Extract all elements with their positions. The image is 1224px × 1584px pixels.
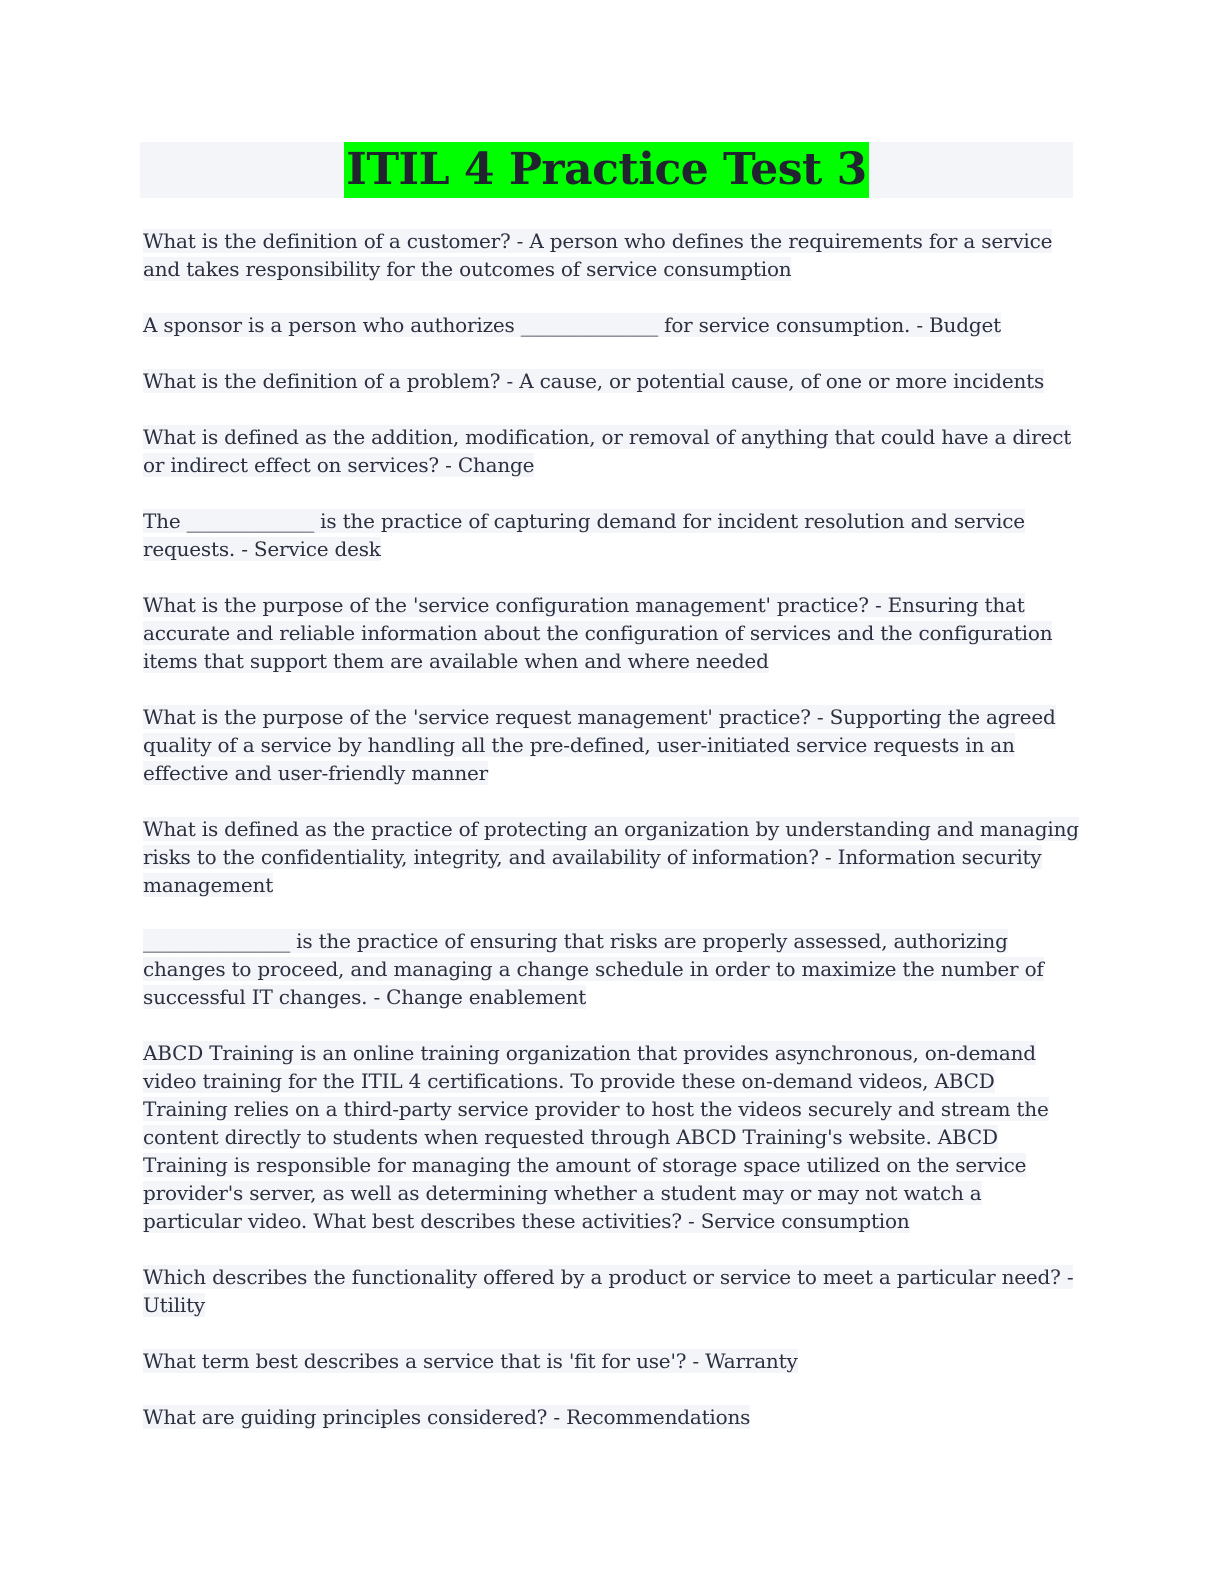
question-text: What is the purpose of the 'service configuration management' practice? - Ensuring that accurate and reliable information about the configuration of services and the configuration items that support them are available when and where needed xyxy=(143,593,1053,673)
question-item xyxy=(143,311,1083,339)
question-text: What are guiding principles considered? - Recommendations xyxy=(143,1405,751,1429)
question-item xyxy=(143,591,1083,675)
question-item xyxy=(143,1039,1083,1235)
question-text: Which describes the functionality offered by a product or service to meet a particular need? - Utility xyxy=(143,1265,1074,1317)
question-item xyxy=(143,423,1083,479)
question-text: What is the definition of a customer? - A person who defines the requirements for a service and takes responsibility for the outcomes of service consumption xyxy=(143,229,1053,281)
question-item xyxy=(143,1347,1083,1375)
question-item xyxy=(143,927,1083,1011)
question-item xyxy=(143,227,1083,283)
question-text: _______________ is the practice of ensuring that risks are properly assessed, authorizing changes to proceed, and managing a change schedule in order to maximize the number of successful IT changes. - Change enablement xyxy=(143,929,1044,1009)
question-item xyxy=(143,1263,1083,1319)
question-item xyxy=(143,1403,1083,1431)
question-text: What is defined as the practice of protecting an organization by understanding and managing risks to the confidentiality, integrity, and availability of information? - Information security management xyxy=(143,817,1079,897)
question-item xyxy=(143,507,1083,563)
question-text: The _____________ is the practice of capturing demand for incident resolution and service requests. - Service desk xyxy=(143,509,1025,561)
question-text: What is the purpose of the 'service request management' practice? - Supporting the agreed quality of a service by handling all the pre-defined, user-initiated service requests in an effective and user-friendly manner xyxy=(143,705,1056,785)
question-text: What term best describes a service that is 'fit for use'? - Warranty xyxy=(143,1349,798,1373)
question-list xyxy=(143,227,1083,1459)
question-text: What is defined as the addition, modification, or removal of anything that could have a direct or indirect effect on services? - Change xyxy=(143,425,1072,477)
question-text: What is the definition of a problem? - A cause, or potential cause, of one or more incidents xyxy=(143,369,1045,393)
question-item xyxy=(143,367,1083,395)
question-item xyxy=(143,815,1083,899)
title-band xyxy=(140,142,1073,198)
question-item xyxy=(143,703,1083,787)
question-text: A sponsor is a person who authorizes ______________ for service consumption. - Budget xyxy=(143,313,1001,337)
question-text: ABCD Training is an online training organization that provides asynchronous, on-demand video training for the ITIL 4 certifications. To provide these on-demand videos, ABCD Training relies on a third-party service provider to host the videos securely and stream the content directly to students when requested through ABCD Training's website. ABCD Training is responsible for managing the amount of storage space utilized on the service provider's server, as well as determining whether a student may or may not watch a particular video. What best describes these activities? - Service consumption xyxy=(143,1041,1049,1233)
page-title: ITIL 4 Practice Test 3 xyxy=(344,142,869,198)
